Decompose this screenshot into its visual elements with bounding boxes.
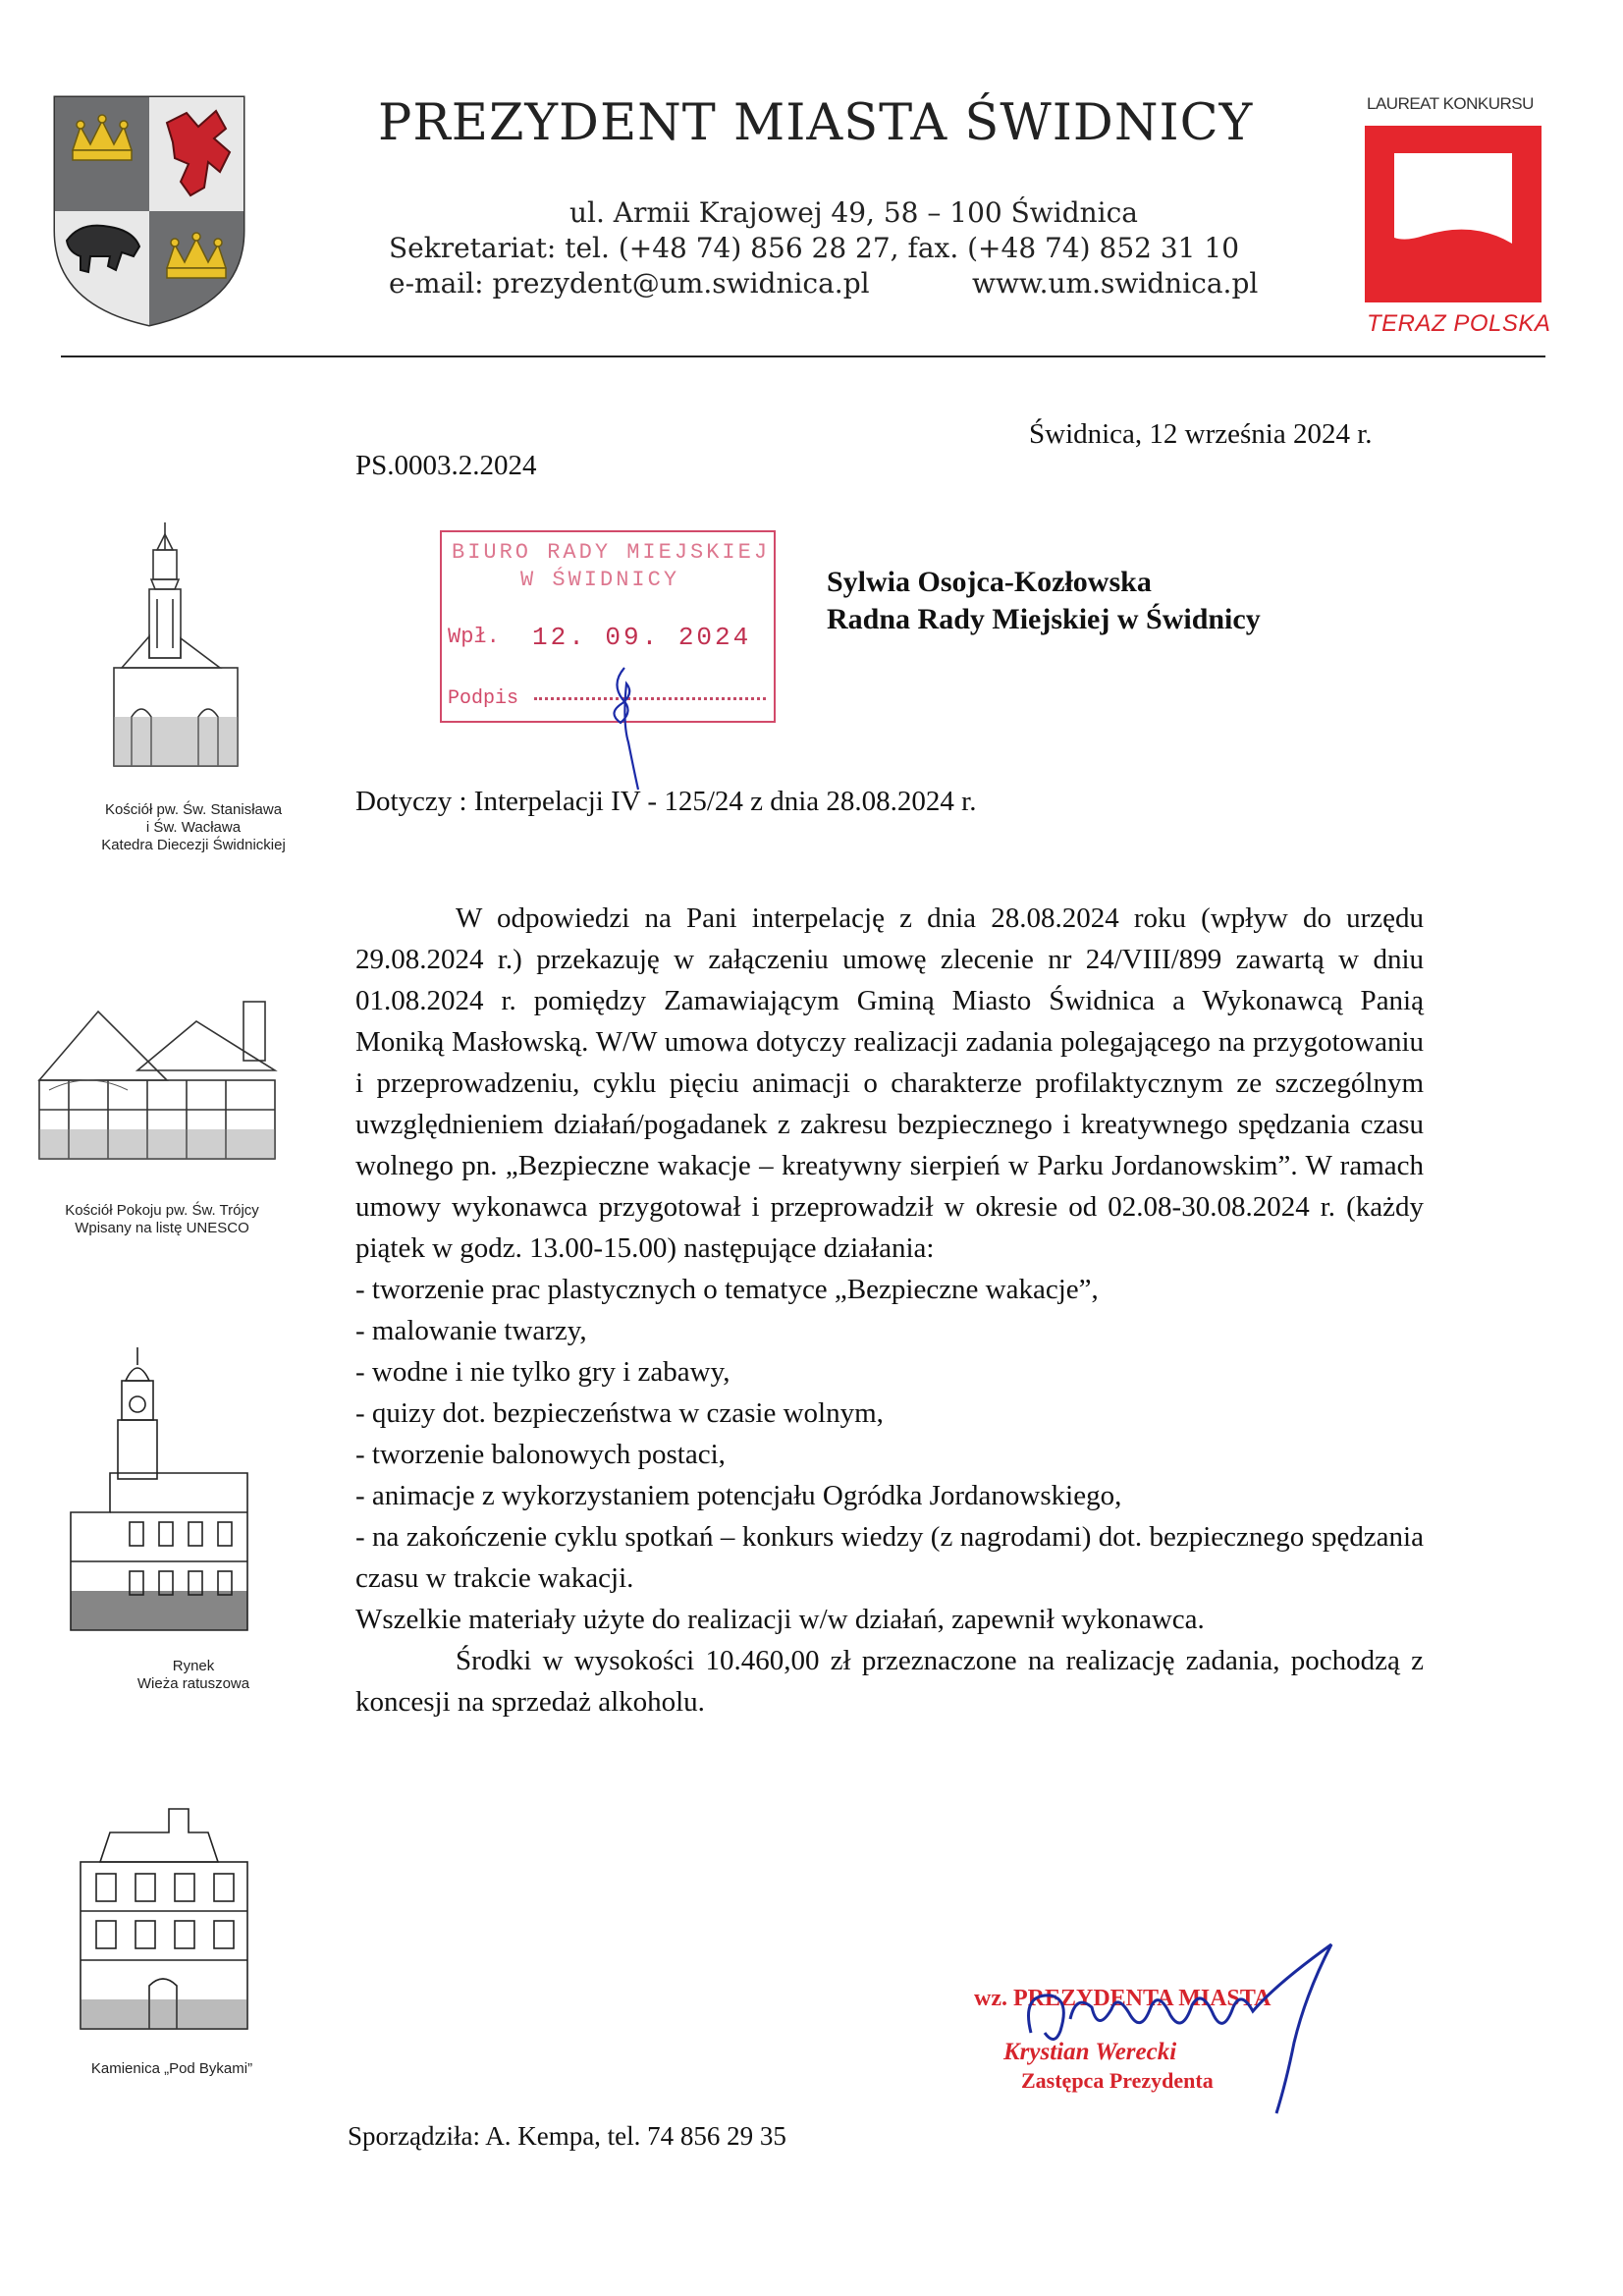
website-link[interactable]: www.um.swidnica.pl: [972, 267, 1259, 300]
place-date: Świdnica, 12 września 2024 r.: [1029, 418, 1373, 450]
teraz-polska-logo-icon: [1365, 126, 1542, 302]
list-item: - na zakończenie cyklu spotkań – konkurs wiedzy (z nagrodami) dot. bezpiecznego spędzania czasu w trakcie wakacji.: [355, 1521, 1424, 1594]
subject-line: Dotyczy : Interpelacji IV - 125/24 z dnia 28.08.2024 r.: [355, 786, 977, 817]
address: ul. Armii Krajowej 49, 58 – 100 Świdnica: [569, 196, 1139, 229]
award-label: LAUREAT KONKURSU: [1367, 94, 1534, 113]
activity-list: [355, 1269, 1424, 1599]
cathedral-sketch-icon: [102, 520, 249, 786]
stamp-initial-signature-icon: [601, 664, 650, 792]
stamp-line-2: W ŚWIDNICY: [520, 568, 680, 592]
stamp-received-date: 12. 09. 2024: [532, 623, 752, 652]
handwritten-signature-icon: [982, 1925, 1375, 2121]
list-item: - wodne i nie tylko gry i zabawy,: [355, 1356, 730, 1388]
recipient-role: Radna Rady Miejskiej w Świdnicy: [827, 603, 1261, 635]
prepared-by: Sporządziła: A. Kempa, tel. 74 856 29 35: [348, 2121, 786, 2151]
church-of-peace-sketch-icon: [29, 992, 295, 1169]
list-item: - animacje z wykorzystaniem potencjału Ogródka Jordanowskiego,: [355, 1480, 1122, 1511]
list-item: - tworzenie prac plastycznych o tematyce „Bezpieczne wakacje”,: [355, 1274, 1099, 1305]
header-divider: [61, 355, 1545, 357]
award-name: TERAZ POLSKA: [1367, 310, 1551, 337]
list-item: - tworzenie balonowych postaci,: [355, 1439, 726, 1470]
stamp-signature-label: Podpis: [448, 687, 519, 710]
phone-numbers: Sekretariat: tel. (+48 74) 856 28 27, fax. (+48 74) 852 31 10: [389, 232, 1240, 264]
stamp-signature-line: [534, 697, 766, 700]
tenement-house-sketch-icon: [61, 1803, 257, 2039]
stamp-received-label: Wpł.: [448, 625, 500, 649]
letter-body: [355, 898, 1424, 1722]
recipient-name: Sylwia Osojca-Kozłowska: [827, 566, 1152, 598]
paragraph-funding: Środki w wysokości 10.460,00 zł przeznaczone na realizację zadania, pochodzą z koncesji na sprzedaż alkoholu.: [355, 1645, 1424, 1718]
town-hall-tower-sketch-icon: [51, 1345, 267, 1640]
sidebar-caption-church-of-peace: Kościół Pokoju pw. Św. Trójcy Wpisany na listę UNESCO: [65, 1202, 259, 1236]
page-title: PREZYDENT MIASTA ŚWIDNICY: [378, 94, 1254, 152]
signature-line-1: wz. PREZYDENTA MIASTA: [974, 1986, 1271, 2011]
signature-name: Krystian Werecki: [1003, 2039, 1177, 2065]
sidebar-caption-town-hall: Rynek Wieża ratuszowa: [136, 1658, 250, 1692]
paragraph-main: W odpowiedzi na Pani interpelację z dnia 28.08.2024 roku (wpływ do urzędu 29.08.2024 r.) przekazuję w załączeniu umowę zlecenie nr 24/VIII/899 zawartą w dniu 01.08.2024 r. pomiędzy Zamawiającym Gminą Miasto Świdnica a Wykonawcą Panią Moniką Masłowską. W/W umowa dotyczy realizacji zadania polegającego na przygotowaniu i przeprowadzeniu, cyklu pięciu animacji o charakterze profilaktycznym ze szczególnym uwzględnieniem działań/pogadanek z zakresu bezpiecznego i kreatywnego spędzania czasu wolnego pn. „Bezpieczne wakacje – kreatywny sierpień w Parku Jordanowskim”. W ramach umowy wykonawca przygotował i przeprowadził w okresie od 02.08-30.08.2024 r. (każdy piątek w godz. 13.00-15.00) następujące działania:: [355, 902, 1424, 1264]
sidebar-caption-cathedral: Kościół pw. Św. Stanisława i Św. Wacława Katedra Diecezji Świdnickiej: [101, 801, 286, 853]
list-item: - malowanie twarzy,: [355, 1315, 587, 1346]
email-address: e-mail: prezydent@um.swidnica.pl: [389, 267, 870, 300]
city-crest-icon: [51, 93, 247, 329]
reference-number: PS.0003.2.2024: [355, 450, 537, 481]
stamp-line-1: BIURO RADY MIEJSKIEJ: [452, 540, 771, 565]
paragraph-materials: Wszelkie materiały użyte do realizacji w/w działań, zapewnił wykonawca.: [355, 1604, 1205, 1635]
signature-title: Zastępca Prezydenta: [1021, 2068, 1214, 2093]
sidebar-caption-tenement: Kamienica „Pod Bykami”: [90, 2060, 253, 2077]
list-item: - quizy dot. bezpieczeństwa w czasie wolnym,: [355, 1397, 884, 1429]
